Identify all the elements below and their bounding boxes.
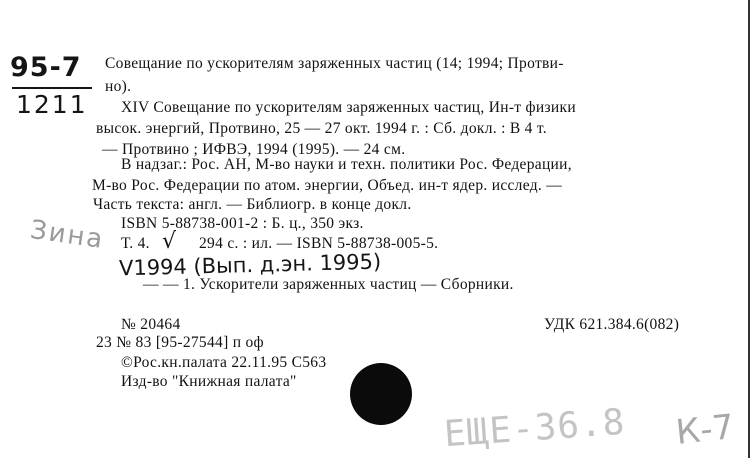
edition-handwritten-note: V1994 (Вып. д.эн. 1995) <box>118 249 382 281</box>
shelf-mark-bottom: 1211 <box>16 90 88 119</box>
isbn-line: ISBN 5-88738-001-2 : Б. ц., 350 экз. <box>121 215 364 232</box>
udc-code: УДК 621.384.6(082) <box>544 316 680 333</box>
corner-pencil-note: К-7 <box>674 407 736 453</box>
description-line-3: — Протвино ; ИФВЭ, 1994 (1995). — 24 см. <box>102 141 406 158</box>
volume-handwritten-mark: √ <box>162 229 177 254</box>
subject-heading: — — 1. Ускорители заряженных частиц — Сборники. <box>143 276 514 293</box>
publisher-line: Изд-во "Книжная палата" <box>121 373 297 390</box>
copyright-line: ©Рос.кн.палата 22.11.95 С563 <box>121 354 327 371</box>
punch-hole <box>350 363 412 425</box>
volume-details: 294 с. : ил. — ISBN 5-88738-005-5. <box>199 235 439 252</box>
registry-line: 23 № 83 [95-27544] п оф <box>96 334 264 351</box>
volume-label: Т. 4. <box>121 235 150 252</box>
margin-pencil-note: Зина <box>28 214 107 256</box>
note-line-1: В надзаг.: Рос. АН, М-во науки и техн. политики Рос. Федерации, <box>121 156 572 173</box>
note-line-3: Часть текста: англ. — Библиогр. в конце докл. <box>93 196 412 213</box>
shelf-mark-divider <box>12 87 92 89</box>
description-line-1: XIV Совещание по ускорителям заряженных частиц, Ин-т физики <box>121 99 576 116</box>
note-line-2: М-во Рос. Федерации по атом. энергии, Объед. ин-т ядер. исслед. — <box>92 177 563 194</box>
title-line-1: Совещание по ускорителям заряженных частиц (14; 1994; Протви- <box>105 55 564 72</box>
shelf-mark-top: 95-7 <box>10 52 82 83</box>
description-line-2: высок. энергий, Протвино, 25 — 27 окт. 1994 г. : Сб. докл. : В 4 т. <box>96 120 547 137</box>
faded-stamp: ЕЩЕ-36.8 <box>442 401 627 456</box>
title-line-2: но). <box>105 78 132 95</box>
record-number: № 20464 <box>121 316 181 333</box>
